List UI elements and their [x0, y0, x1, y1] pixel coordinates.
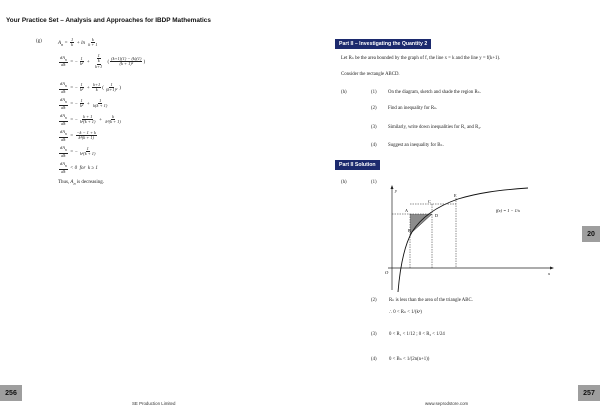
right-page-number: 257 — [578, 385, 600, 401]
sol-2-sub: ∴ 0 < Rₙ < 1/(k²) — [389, 310, 422, 315]
sol-4-text: 0 < Bₙ < 1/(2n(n+1)) — [389, 357, 430, 362]
left-footer-text: SE Production Limited — [132, 401, 176, 406]
solution-title-banner: Part II Solution — [335, 160, 380, 170]
eq-line-5: $\frac{dA_n}{dk}$ = − $\frac{k + 1}{\text{k²(k + 1)}}$ + $\frac{k}{\text{k²(k + 1)}}$ — [60, 113, 121, 126]
item-h3-text: Similarly, write down inequalities for R₁ and R₂. — [388, 125, 482, 130]
eq-line-2: $\frac{dA_n}{dk}$ = − $\frac{1}{\text{k²}}$ + $\frac{1}{\frac{k}{k+1}}$ ( $\frac{(k+1)(1) - (k)(1)}{\text{(k + 1)²}}$ ) — [60, 53, 146, 69]
item-label-g: (g) — [36, 39, 42, 44]
point-label-b: B — [408, 228, 411, 233]
item-h4-text: Suggest an inequality for Bₙ. — [388, 143, 444, 148]
point-label-c: C — [428, 199, 431, 204]
sol-h1-num: (1) — [371, 180, 377, 185]
sol-4-num: (4) — [371, 357, 377, 362]
sol-2-text: Rₙ is less than the area of the triangle ABC. — [389, 298, 473, 303]
item-h1-num: (1) — [371, 90, 377, 95]
curve-label: f(x) = 1 − 1/x — [496, 208, 520, 213]
left-solution-block — [36, 38, 276, 198]
point-label-e: E — [454, 193, 457, 198]
item-h2-num: (2) — [371, 106, 377, 111]
sol-2-num: (2) — [371, 298, 377, 303]
eq-line-8: $\frac{dA_n}{dk}$ < 0 for k ≥ 1 — [60, 161, 98, 174]
sol-3-text: 0 < R₁ < 1/12 ; 0 < R₂ < 1/24 — [389, 332, 445, 337]
eq-line-1: $A_n$ = $\frac{1}{k}$ + ln $\frac{k}{k + 1}$ — [58, 37, 98, 48]
x-axis-arrow — [550, 267, 554, 270]
chapter-side-tab: 20 — [582, 226, 600, 242]
part2-title-banner: Part II – Investigating the Quantity 2 — [335, 39, 431, 49]
point-label-a: A — [405, 208, 409, 213]
sol-h-letter: (h) — [341, 180, 347, 185]
left-page-number: 256 — [0, 385, 22, 401]
right-footer-text: www.seprodstore.com — [425, 401, 469, 406]
page-header-title: Your Practice Set – Analysis and Approaches for IBDP Mathematics — [6, 17, 211, 24]
eq-line-7: $\frac{dA_n}{dk}$ = − $\frac{1}{\text{k²(k + 1)}}$ — [60, 145, 96, 158]
eq-conclusion: Thus, $A_n$ is decreasing. — [58, 180, 105, 186]
item-h2-text: Find an inequality for Rₙ. — [388, 106, 438, 111]
eq-line-3: $\frac{dA_n}{dk}$ = − $\frac{1}{\text{k²}}$ + $\frac{k+1}{k}$ ( $\frac{1}{\text{(k+1)²}}$ ) — [60, 81, 121, 94]
y-axis-label: y — [395, 188, 398, 193]
x-axis-label: x — [548, 271, 551, 276]
item-h4-num: (4) — [371, 143, 377, 148]
eq-line-4: $\frac{dA_n}{dk}$ = − $\frac{1}{\text{k²}}$ + $\frac{1}{k(k + 1)}$ — [60, 97, 108, 110]
point-label-d: D — [435, 213, 439, 218]
function-curve — [398, 188, 528, 292]
item-h3-num: (3) — [371, 125, 377, 130]
part2-intro: Let Rₙ be the area bounded by the graph of f, the line x = k and the line y = f(k+1). — [341, 56, 501, 61]
solution-graph — [378, 184, 558, 294]
part2-consider: Consider the rectangle ABCD. — [341, 72, 400, 77]
y-axis-arrow — [391, 185, 394, 189]
origin-label: O — [385, 270, 389, 275]
item-h1-text: On the diagram, sketch and shade the region Rₙ. — [388, 90, 481, 95]
eq-line-6: $\frac{dA_n}{dk}$ = $\frac{-k - 1 + k}{\text{k²(k + 1)}}$ — [60, 129, 96, 142]
item-h-letter: (h) — [341, 90, 347, 95]
sol-3-num: (3) — [371, 332, 377, 337]
